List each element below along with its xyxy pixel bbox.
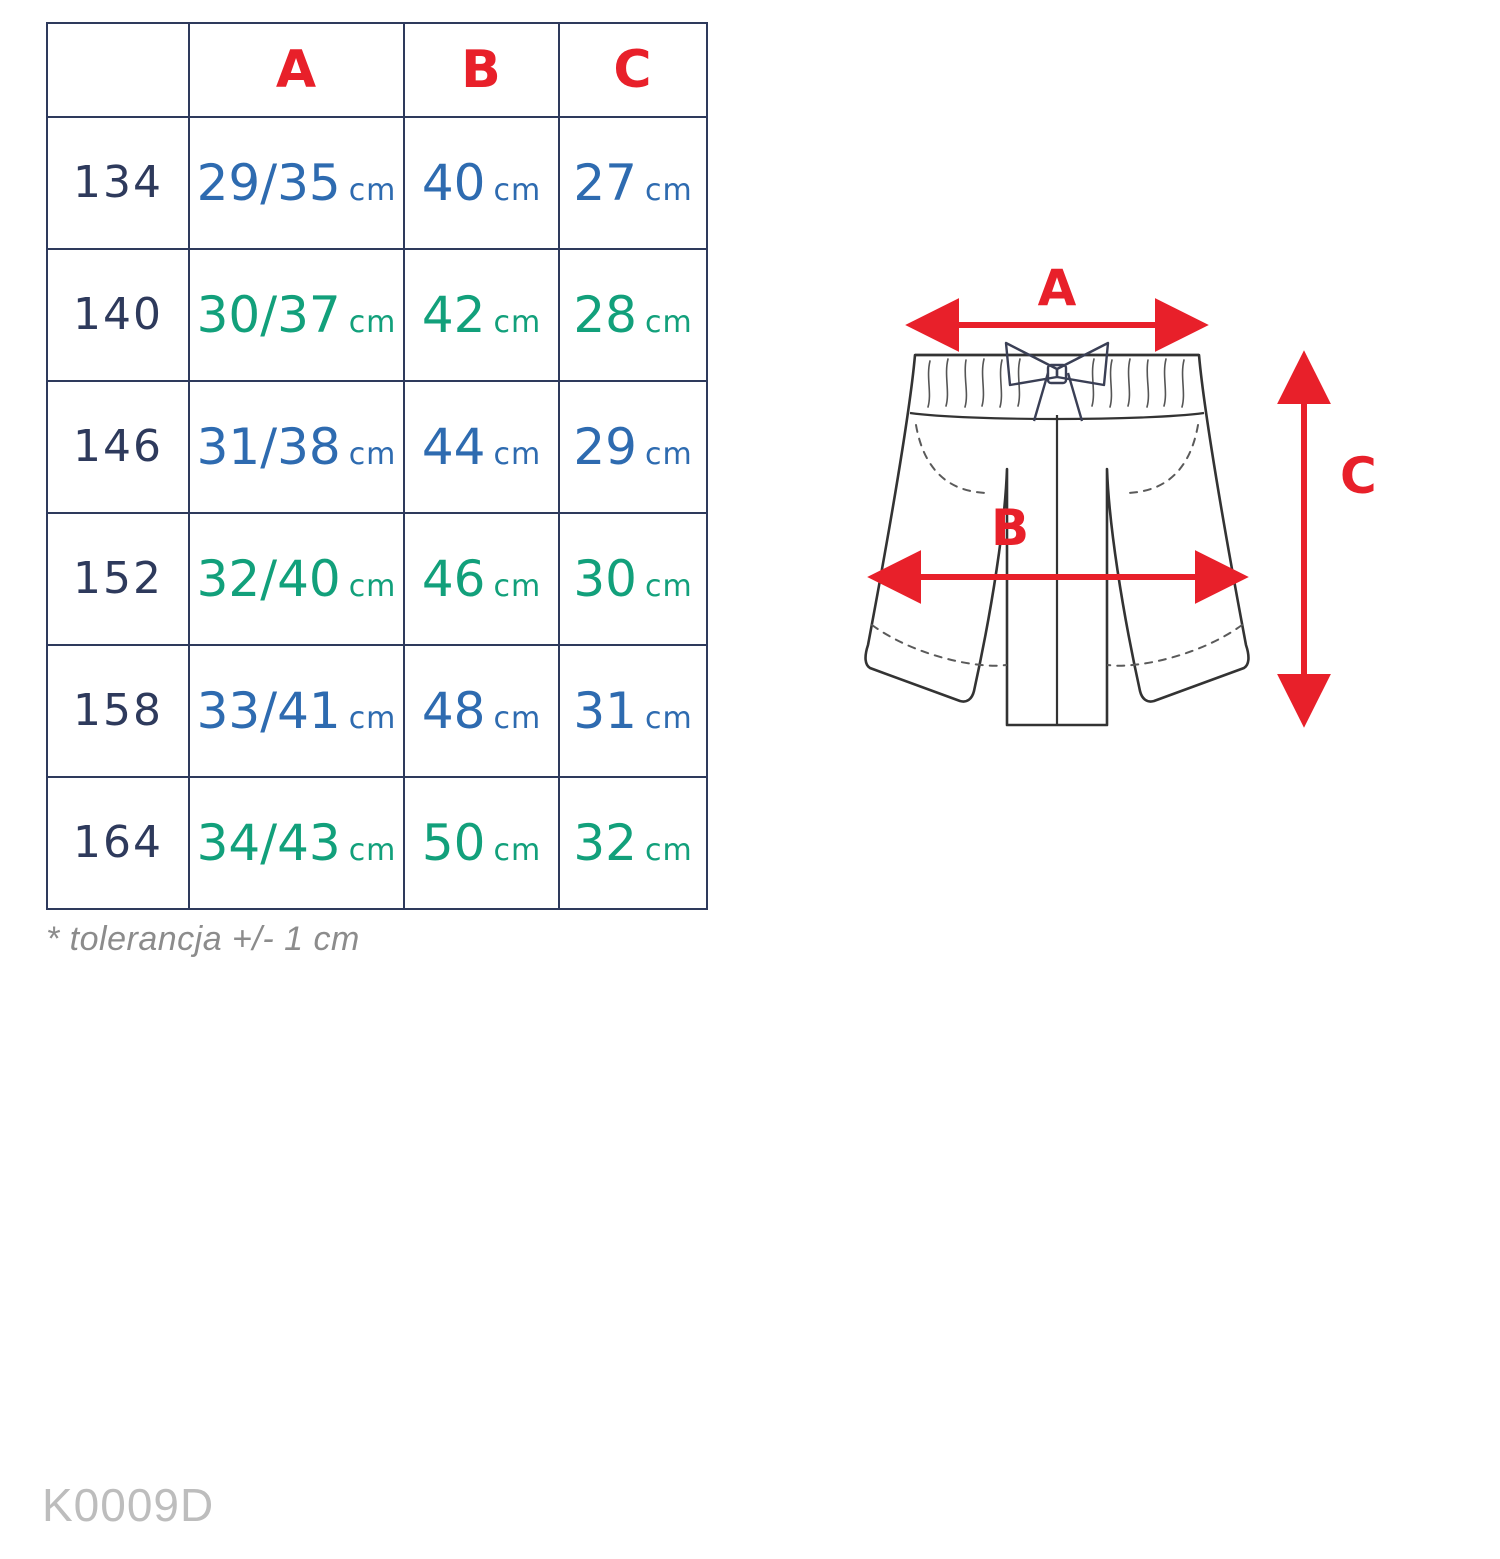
size-value: 164 [73, 817, 163, 868]
dimension-label-c: C [1340, 447, 1377, 505]
measure-a-unit: cm [348, 833, 397, 868]
measure-b-number: 44 [421, 418, 486, 476]
cell-size [47, 777, 189, 909]
measure-b-unit: cm [493, 305, 542, 340]
cell-measure-c [559, 645, 707, 777]
column-letter-b: B [461, 40, 502, 100]
measure-a-value [196, 682, 397, 740]
measure-a-value [196, 550, 397, 608]
shorts-outline [866, 355, 1249, 725]
table-header-cell-a [189, 23, 404, 117]
measure-c-value [573, 286, 693, 344]
cell-size [47, 513, 189, 645]
cell-measure-a [189, 381, 404, 513]
measure-b-number: 42 [421, 286, 486, 344]
measure-a-number: 32/40 [196, 550, 341, 608]
measure-b-number: 46 [421, 550, 486, 608]
cell-size [47, 645, 189, 777]
measure-c-unit: cm [644, 701, 693, 736]
measure-b-value [421, 814, 542, 872]
table-row [47, 249, 707, 381]
table-header-row [47, 23, 707, 117]
cell-measure-b [404, 645, 559, 777]
measure-b-unit: cm [493, 701, 542, 736]
measure-a-value [196, 286, 397, 344]
dimension-label-a: A [1037, 259, 1077, 317]
cell-measure-a [189, 249, 404, 381]
measure-b-unit: cm [493, 569, 542, 604]
cell-measure-b [404, 381, 559, 513]
measure-a-unit: cm [348, 701, 397, 736]
size-value: 158 [73, 685, 163, 736]
measure-c-number: 32 [573, 814, 637, 872]
measure-b-number: 48 [421, 682, 486, 740]
column-letter-a: A [275, 40, 318, 100]
cell-measure-c [559, 777, 707, 909]
measure-c-number: 30 [573, 550, 637, 608]
table-header-cell-empty [47, 23, 189, 117]
measure-a-unit: cm [348, 437, 397, 472]
measure-c-unit: cm [644, 833, 693, 868]
cell-measure-a [189, 513, 404, 645]
measure-c-number: 29 [573, 418, 637, 476]
shorts-illustration [820, 225, 1460, 765]
measure-a-number: 33/41 [196, 682, 341, 740]
table-row [47, 777, 707, 909]
measure-c-unit: cm [644, 569, 693, 604]
size-value: 134 [73, 157, 163, 208]
measure-b-value [421, 682, 542, 740]
cell-size [47, 117, 189, 249]
measure-c-number: 27 [573, 154, 637, 212]
measure-b-value [421, 154, 542, 212]
table-header-cell-b [404, 23, 559, 117]
cell-measure-a [189, 777, 404, 909]
measure-a-value [196, 154, 397, 212]
measure-a-unit: cm [348, 569, 397, 604]
measure-b-value [421, 286, 542, 344]
measure-c-value [573, 418, 693, 476]
table-row [47, 645, 707, 777]
cell-measure-b [404, 513, 559, 645]
table-row [47, 381, 707, 513]
size-chart-table [46, 22, 708, 910]
cell-measure-b [404, 249, 559, 381]
measure-c-unit: cm [644, 173, 693, 208]
measure-b-number: 50 [421, 814, 486, 872]
measure-c-unit: cm [644, 437, 693, 472]
dimension-label-b: B [990, 499, 1030, 557]
measure-a-number: 30/37 [196, 286, 341, 344]
measure-c-unit: cm [644, 305, 693, 340]
size-chart-table-container [46, 22, 706, 910]
measure-b-number: 40 [421, 154, 486, 212]
size-value: 140 [73, 289, 163, 340]
cell-measure-c [559, 381, 707, 513]
measure-a-unit: cm [348, 173, 397, 208]
cell-size [47, 381, 189, 513]
cell-measure-a [189, 117, 404, 249]
measure-b-value [421, 418, 542, 476]
measure-c-number: 28 [573, 286, 637, 344]
measure-c-number: 31 [573, 682, 637, 740]
measure-a-value [196, 814, 397, 872]
measure-a-number: 34/43 [196, 814, 341, 872]
measure-c-value [573, 550, 693, 608]
column-letter-c: C [613, 40, 653, 100]
measure-c-value [573, 814, 693, 872]
table-row [47, 117, 707, 249]
cell-measure-a [189, 645, 404, 777]
measure-c-value [573, 154, 693, 212]
measure-b-unit: cm [493, 173, 542, 208]
cell-size [47, 249, 189, 381]
measure-b-value [421, 550, 542, 608]
cell-measure-c [559, 117, 707, 249]
cell-measure-c [559, 249, 707, 381]
measure-b-unit: cm [493, 833, 542, 868]
measure-a-value [196, 418, 397, 476]
cell-measure-b [404, 117, 559, 249]
table-row [47, 513, 707, 645]
measure-b-unit: cm [493, 437, 542, 472]
cell-measure-c [559, 513, 707, 645]
size-value: 152 [73, 553, 163, 604]
measure-a-unit: cm [348, 305, 397, 340]
product-code: K0009D [42, 1479, 215, 1531]
size-value: 146 [73, 421, 163, 472]
measure-c-value [573, 682, 693, 740]
cell-measure-b [404, 777, 559, 909]
tolerance-note: * tolerancja +/- 1 cm [46, 920, 360, 958]
measure-a-number: 29/35 [196, 154, 341, 212]
table-header-cell-c [559, 23, 707, 117]
measure-a-number: 31/38 [196, 418, 341, 476]
